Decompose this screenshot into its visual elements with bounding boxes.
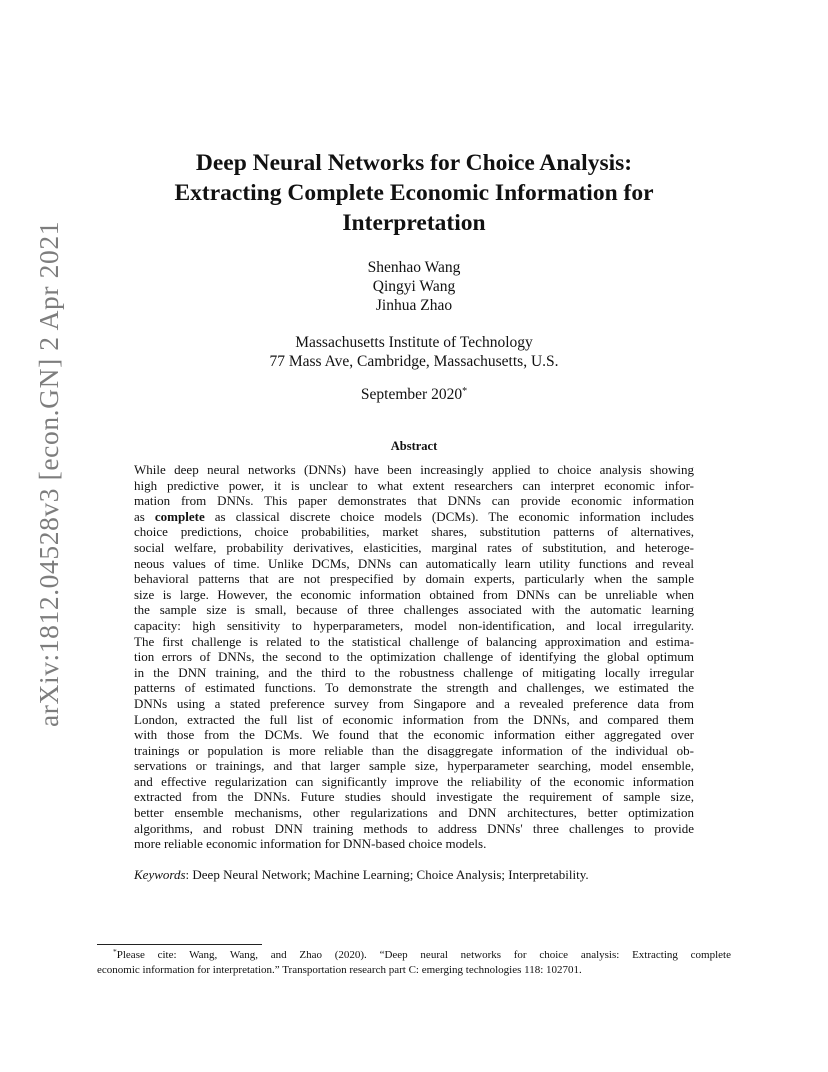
abstract-heading: Abstract (390, 439, 438, 453)
paper-title (100, 148, 728, 238)
keywords-text: : Deep Neural Network; Machine Learning; Choice Analysis; Interpretability. (185, 867, 589, 882)
abstract-line: algorithms, and robust DNN training methods to address DNNs' three challenges to provide (134, 820, 694, 836)
abstract-line: and effective regularization can significantly improve the reliability of the economic information (134, 773, 694, 789)
abstract-line (134, 509, 694, 525)
abstract-line: behavioral patterns that are not prespecified by domain experts, particularly when the sample (134, 571, 694, 587)
abstract-line: mation from DNNs. This paper demonstrates that DNNs can provide economic information (134, 493, 694, 509)
author-name: Jinhua Zhao (375, 297, 453, 314)
affiliation (150, 333, 678, 371)
abstract-line: servations or trainings, and that larger sample size, hyperparameter searching, model ensemble, (134, 758, 694, 774)
affiliation-line: 77 Mass Ave, Cambridge, Massachusetts, U.S. (269, 353, 559, 370)
abstract-line: choice predictions, choice probabilities, market shares, substitution patterns of alternatives, (134, 524, 694, 540)
abstract-emphasis: complete (154, 508, 205, 524)
abstract-line: in the DNN training, and the third to the robustness challenge of mitigating locally irregular (134, 664, 694, 680)
abstract-line: social welfare, probability derivatives, elasticities, marginal rates of substitution, and heteroge- (134, 539, 694, 555)
footnote-line-1: Please cite: Wang, Wang, and Zhao (2020). “Deep neural networks for choice analysis: Extracting complete (116, 949, 731, 961)
abstract-line: with those from the DCMs. We found that the economic information either aggregated over (134, 727, 694, 743)
footnote-line-2: economic information for interpretation.” Transportation research part C: emerging technologies 118: 102701. (97, 963, 582, 976)
keywords-label: Keywords (134, 867, 186, 882)
author-name: Qingyi Wang (372, 278, 456, 295)
author-list (200, 258, 628, 315)
keywords-line (134, 867, 694, 883)
abstract-line: tion errors of DNNs, the second to the optimization challenge of identifying the global optimum (134, 649, 694, 665)
abstract-text: as (134, 508, 155, 524)
title-line: Deep Neural Networks for Choice Analysis: (195, 150, 633, 176)
abstract-text: as classical discrete choice models (DCMs). The economic information includes (204, 508, 694, 524)
abstract-line: size is large. However, the economic information obtained from DNNs can be unreliable when (134, 586, 694, 602)
affiliation-line: Massachusetts Institute of Technology (295, 334, 533, 351)
title-line: Extracting Complete Economic Information for (174, 180, 654, 206)
abstract-line: patterns of estimated functions. To demonstrate the strength and challenges, we estimated the (134, 680, 694, 696)
abstract-line: The first challenge is related to the statistical challenge of balancing approximation and estima- (134, 633, 694, 649)
abstract-line: high predictive power, it is unclear to what extent researchers can interpret economic infor- (134, 477, 694, 493)
abstract-line: While deep neural networks (DNNs) have been increasingly applied to choice analysis showing (134, 462, 694, 477)
abstract-line: capacity: high sensitivity to hyperparameters, model non-identification, and local irregularity. (134, 617, 694, 633)
abstract-line: extracted from the DNNs. Future studies should investigate the requirement of sample size, (134, 789, 694, 805)
abstract-body (134, 462, 694, 852)
abstract-line: better ensemble mechanisms, other regularizations and DNN architectures, better optimization (134, 805, 694, 821)
abstract-line: trainings or population is more reliable than the disaggregate information of the individual ob- (134, 742, 694, 758)
footnote (97, 948, 731, 977)
footnote-divider (97, 944, 262, 945)
footnote-marker: * (113, 947, 117, 956)
date-text: September 2020 (360, 386, 463, 403)
date-footnote-marker: * (462, 386, 468, 397)
publication-date (200, 385, 628, 404)
abstract-line: more reliable economic information for DNN-based choice models. (134, 836, 487, 852)
author-name: Shenhao Wang (367, 259, 461, 276)
abstract-line: the sample size is small, because of three challenges associated with the automatic learning (134, 602, 694, 618)
arxiv-identifier: arXiv:1812.04528v3 [econ.GN] 2 Apr 2021 (33, 220, 64, 728)
title-line: Interpretation (342, 210, 486, 236)
footnote-line (97, 948, 731, 963)
abstract-line: London, extracted the full list of economic information from the DNNs, and compared them (134, 711, 694, 727)
abstract-line: DNNs using a stated preference survey from Singapore and a revealed preference data from (134, 695, 694, 711)
abstract-line: neous values of time. Unlike DCMs, DNNs can automatically learn utility functions and reveal (134, 555, 694, 571)
